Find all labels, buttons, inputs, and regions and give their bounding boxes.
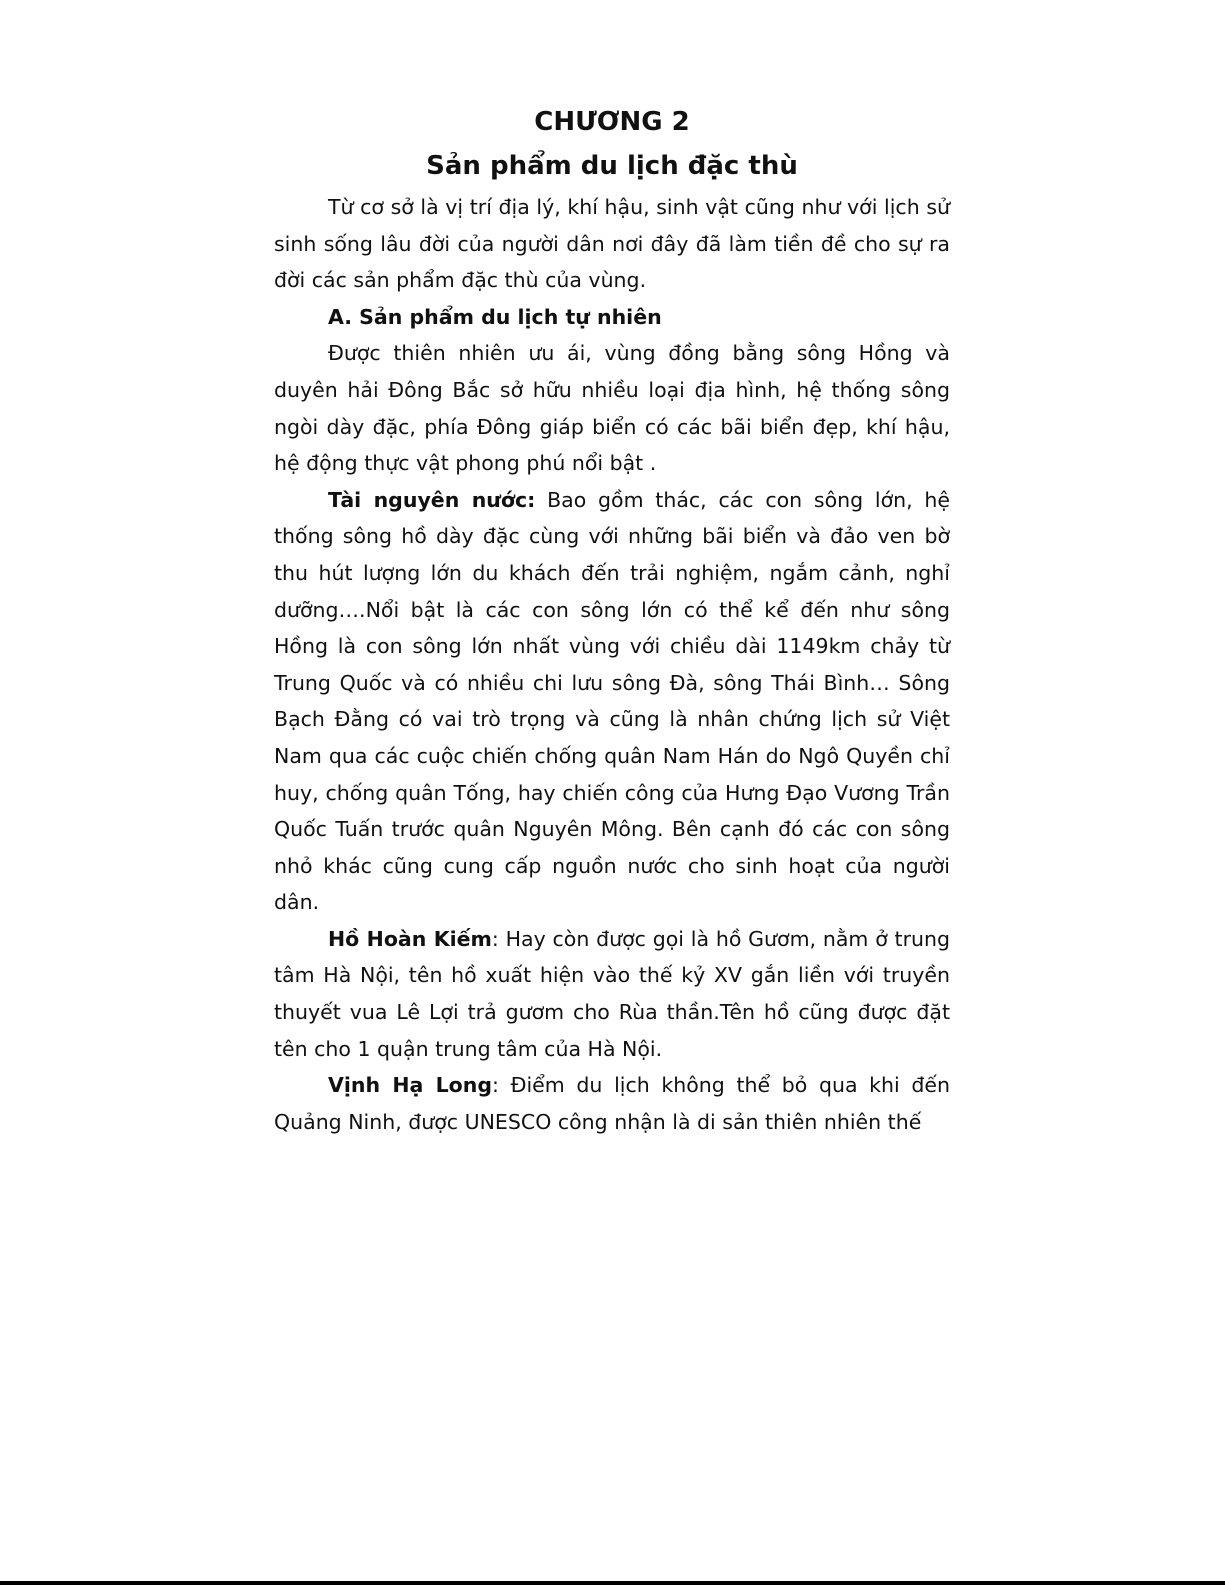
section-a-heading: A. Sản phẩm du lịch tự nhiên: [328, 304, 662, 329]
intro-paragraph: Từ cơ sở là vị trí địa lý, khí hậu, sinh vật cũng như với lịch sử sinh sống lâu đời của người dân nơi đây đã làm tiền đề cho sự ra đời các sản phẩm đặc thù của vùng.: [274, 195, 950, 293]
page-bottom-border: [0, 1581, 1225, 1585]
ha-long-term: Vịnh Hạ Long: [328, 1073, 493, 1098]
water-resources-term: Tài nguyên nước:: [328, 487, 536, 512]
hoan-kiem-text: : Hay còn được gọi là hồ Gươm, nằm ở trung tâm Hà Nội, tên hồ xuất hiện vào thế kỷ XV gắn liền với truyền thuyết vua Lê Lợi trả gươm cho Rùa thần.Tên hồ cũng được đặt tên cho 1 quận trung tâm của Hà Nội.: [274, 926, 950, 1061]
section-a-paragraph: Được thiên nhiên ưu ái, vùng đồng bằng sông Hồng và duyên hải Đông Bắc sở hữu nhiều loại địa hình, hệ thống sông ngòi dày đặc, phía Đông giáp biển có các bãi biển đẹp, khí hậu, hệ động thực vật phong phú nổi bật .: [274, 341, 950, 476]
ha-long-paragraph: [274, 1067, 950, 1140]
ha-long-text: : Điểm du lịch không thể bỏ qua khi đến Quảng Ninh, được UNESCO công nhận là di sản thiên nhiên thế: [274, 1073, 951, 1134]
chapter-title: Sản phẩm du lịch đặc thù: [426, 151, 798, 181]
chapter-number: CHƯƠNG 2: [534, 107, 690, 137]
hoan-kiem-term: Hồ Hoàn Kiếm: [328, 926, 492, 951]
page-content: [274, 100, 950, 1140]
water-resources-text: Bao gồm thác, các con sông lớn, hệ thống sông hồ dày đặc cùng với những bãi biển và đảo ven bờ thu hút lượng lớn du khách đến trải nghiệm, ngắm cảnh, nghỉ dưỡng….Nổi bật là các con sông lớn có thể kể đến như sông Hồng là con sông lớn nhất vùng với chiều dài 1149km chảy từ Trung Quốc và có nhiều chi lưu sông Đà, sông Thái Bình… Sông Bạch Đằng có vai trò trọng và cũng là nhân chứng lịch sử Việt Nam qua các cuộc chiến chống quân Nam Hán do Ngô Quyền chỉ huy, chống quân Tống, hay chiến công của Hưng Đạo Vương Trần Quốc Tuấn trước quân Nguyên Mông. Bên cạnh đó các con sông nhỏ khác cũng cung cấp nguồn nước cho sinh hoạt của người dân.: [274, 487, 950, 915]
hoan-kiem-paragraph: [274, 921, 950, 1067]
water-resources-paragraph: [274, 482, 950, 921]
